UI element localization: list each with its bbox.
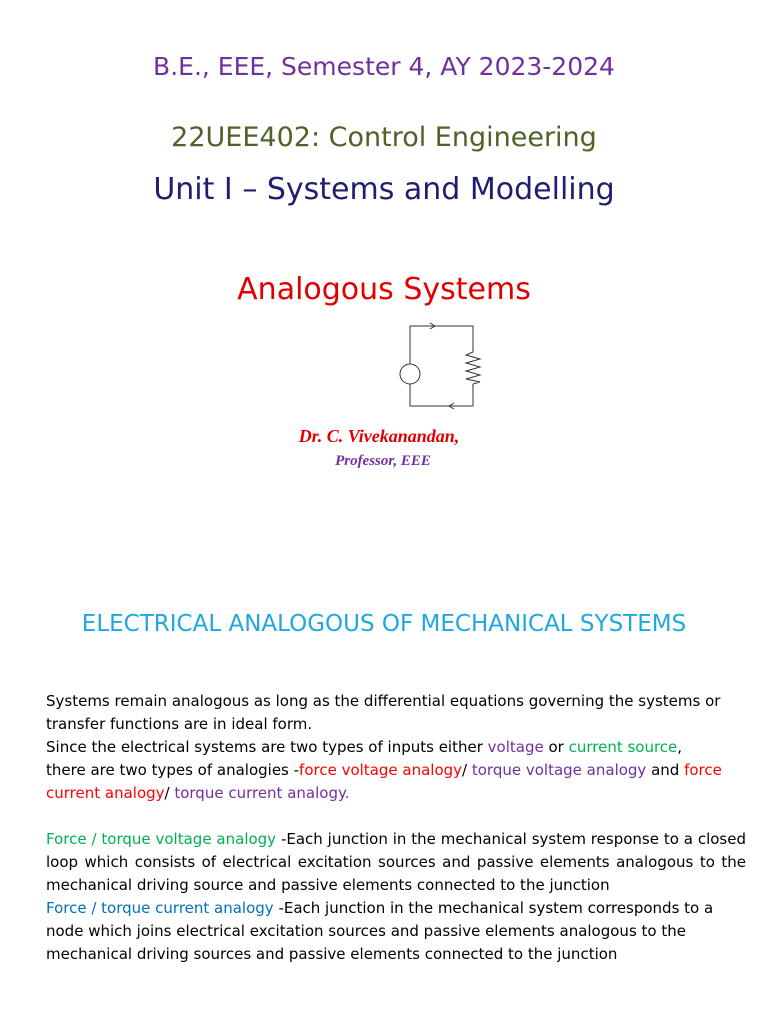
course-code: 22UEE402: Control Engineering: [171, 122, 597, 153]
label-force-current: Force / torque current analogy: [46, 899, 274, 917]
paragraph-analogy-types: [46, 736, 746, 805]
text-span: /: [462, 761, 472, 779]
text-span: -Each junction in the mechanical system corresponds to a node which joins electrical excitation sources and passive elements analogous to the mechanical driving sources and passive elements connected to the junction: [46, 899, 714, 963]
spacer: [46, 805, 746, 828]
text-span: -Each junction in the mechanical system response to a closed loop which consists of electrical excitation sources and passive elements analogous to the mechanical driving source and passive elements connected to the junction: [46, 830, 746, 894]
course-line: B.E., EEE, Semester 4, AY 2023-2024: [153, 52, 615, 81]
term-force-current: force current analogy: [46, 761, 722, 802]
circuit-diagram-icon: [396, 318, 486, 414]
term-voltage: voltage: [487, 738, 544, 756]
text-span: or: [543, 738, 569, 756]
body-text: [46, 690, 746, 966]
term-force-voltage: force voltage analogy: [299, 761, 463, 779]
label-force-voltage: Force / torque voltage analogy: [46, 830, 277, 848]
content-slide: [0, 545, 768, 1024]
unit-title: Unit I – Systems and Modelling: [153, 172, 615, 207]
text-span: Since the electrical systems are two types of inputs either: [46, 738, 488, 756]
term-torque-current: torque current analogy.: [174, 784, 350, 802]
paragraph-force-voltage: [46, 828, 746, 897]
topic-title: Analogous Systems: [237, 272, 531, 307]
text-span: and: [646, 761, 685, 779]
text-span: ,: [677, 738, 683, 756]
section-heading: ELECTRICAL ANALOGOUS OF MECHANICAL SYSTEMS: [81, 611, 687, 637]
term-current-source: current source: [568, 738, 678, 756]
term-torque-voltage: torque voltage analogy: [471, 761, 647, 779]
author-designation: Professor, EEE: [335, 453, 431, 469]
author-name: Dr. C. Vivekanandan,: [298, 426, 460, 446]
paragraph-definition: Systems remain analogous as long as the differential equations governing the systems or transfer functions are in ideal form.: [46, 692, 721, 733]
paragraph-force-current: [46, 897, 746, 966]
text-span: there are two types of analogies -: [46, 761, 300, 779]
text-span: /: [164, 784, 175, 802]
